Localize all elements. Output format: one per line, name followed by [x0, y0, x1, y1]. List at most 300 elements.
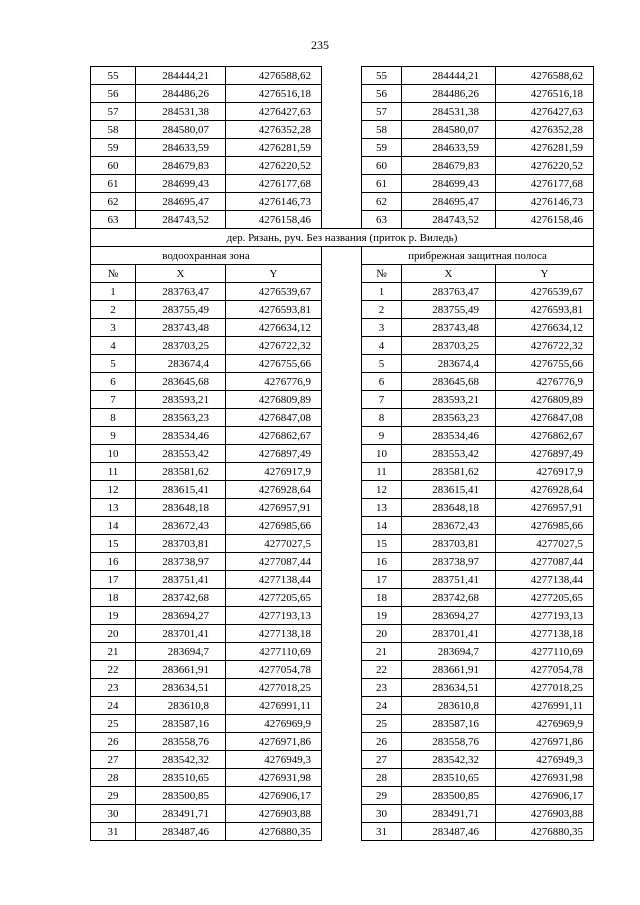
left-x-coordinate: 284699,43	[136, 175, 226, 193]
left-y-coordinate: 4276539,67	[226, 283, 322, 301]
left-y-coordinate: 4276897,49	[226, 445, 322, 463]
right-point-number: 55	[362, 67, 402, 85]
left-x-coordinate: 283674,4	[136, 355, 226, 373]
header-y-left: Y	[226, 265, 322, 283]
left-point-number: 4	[91, 337, 136, 355]
left-y-coordinate: 4276991,11	[226, 697, 322, 715]
table-gap	[322, 103, 362, 121]
table-row	[91, 157, 594, 175]
left-y-coordinate: 4276427,63	[226, 103, 322, 121]
left-x-coordinate: 284444,21	[136, 67, 226, 85]
left-x-coordinate: 283563,23	[136, 409, 226, 427]
right-point-number: 16	[362, 553, 402, 571]
left-x-coordinate: 283581,62	[136, 463, 226, 481]
right-y-coordinate: 4277110,69	[496, 643, 594, 661]
right-x-coordinate: 283755,49	[402, 301, 496, 319]
right-y-coordinate: 4276352,28	[496, 121, 594, 139]
left-point-number: 28	[91, 769, 136, 787]
right-y-coordinate: 4276903,88	[496, 805, 594, 823]
left-y-coordinate: 4276281,59	[226, 139, 322, 157]
left-x-coordinate: 283487,46	[136, 823, 226, 841]
left-y-coordinate: 4277018,25	[226, 679, 322, 697]
table-row	[91, 373, 594, 391]
table-row	[91, 697, 594, 715]
right-y-coordinate: 4276862,67	[496, 427, 594, 445]
right-y-coordinate: 4276985,66	[496, 517, 594, 535]
right-y-coordinate: 4276906,17	[496, 787, 594, 805]
right-y-coordinate: 4277027,5	[496, 535, 594, 553]
table-row	[91, 175, 594, 193]
right-x-coordinate: 283610,8	[402, 697, 496, 715]
left-point-number: 58	[91, 121, 136, 139]
table-row	[91, 445, 594, 463]
left-x-coordinate: 283510,65	[136, 769, 226, 787]
right-point-number: 22	[362, 661, 402, 679]
table-gap	[322, 607, 362, 625]
table-gap	[322, 121, 362, 139]
table-row	[91, 121, 594, 139]
left-y-coordinate: 4276593,81	[226, 301, 322, 319]
right-y-coordinate: 4276928,64	[496, 481, 594, 499]
right-x-coordinate: 283491,71	[402, 805, 496, 823]
left-y-coordinate: 4276880,35	[226, 823, 322, 841]
left-point-number: 19	[91, 607, 136, 625]
bottom-table-body	[91, 283, 594, 841]
table-gap	[322, 733, 362, 751]
left-point-number: 15	[91, 535, 136, 553]
left-y-coordinate: 4276862,67	[226, 427, 322, 445]
left-x-coordinate: 284679,83	[136, 157, 226, 175]
table-row	[91, 787, 594, 805]
left-point-number: 11	[91, 463, 136, 481]
table-gap	[322, 355, 362, 373]
right-y-coordinate: 4276809,89	[496, 391, 594, 409]
right-x-coordinate: 284486,26	[402, 85, 496, 103]
left-x-coordinate: 283534,46	[136, 427, 226, 445]
left-y-coordinate: 4276588,62	[226, 67, 322, 85]
right-point-number: 56	[362, 85, 402, 103]
section-title: дер. Рязань, руч. Без названия (приток р. Виледь)	[91, 229, 594, 247]
left-point-number: 29	[91, 787, 136, 805]
table-row	[91, 805, 594, 823]
right-point-number: 58	[362, 121, 402, 139]
right-point-number: 25	[362, 715, 402, 733]
table-gap	[322, 157, 362, 175]
table-gap	[322, 679, 362, 697]
table-row	[91, 499, 594, 517]
left-subtitle: водоохранная зона	[91, 247, 322, 265]
left-point-number: 2	[91, 301, 136, 319]
left-y-coordinate: 4276903,88	[226, 805, 322, 823]
right-y-coordinate: 4276634,12	[496, 319, 594, 337]
left-x-coordinate: 283593,21	[136, 391, 226, 409]
table-gap	[322, 265, 362, 283]
left-x-coordinate: 283738,97	[136, 553, 226, 571]
table-gap	[322, 319, 362, 337]
right-point-number: 7	[362, 391, 402, 409]
right-point-number: 29	[362, 787, 402, 805]
right-y-coordinate: 4277138,44	[496, 571, 594, 589]
right-point-number: 5	[362, 355, 402, 373]
right-y-coordinate: 4276957,91	[496, 499, 594, 517]
left-point-number: 13	[91, 499, 136, 517]
right-x-coordinate: 283751,41	[402, 571, 496, 589]
left-y-coordinate: 4276809,89	[226, 391, 322, 409]
table-row	[91, 517, 594, 535]
left-y-coordinate: 4276928,64	[226, 481, 322, 499]
table-gap	[322, 391, 362, 409]
table-row	[91, 283, 594, 301]
table-gap	[322, 427, 362, 445]
left-x-coordinate: 283634,51	[136, 679, 226, 697]
left-point-number: 6	[91, 373, 136, 391]
right-x-coordinate: 284679,83	[402, 157, 496, 175]
left-x-coordinate: 284695,47	[136, 193, 226, 211]
table-row	[91, 67, 594, 85]
right-x-coordinate: 283593,21	[402, 391, 496, 409]
left-y-coordinate: 4277110,69	[226, 643, 322, 661]
right-y-coordinate: 4276722,32	[496, 337, 594, 355]
left-y-coordinate: 4276957,91	[226, 499, 322, 517]
table-gap	[322, 787, 362, 805]
left-x-coordinate: 283742,68	[136, 589, 226, 607]
table-gap	[322, 553, 362, 571]
table-row	[91, 427, 594, 445]
left-y-coordinate: 4276971,86	[226, 733, 322, 751]
right-x-coordinate: 284743,52	[402, 211, 496, 229]
table-gap	[322, 499, 362, 517]
left-y-coordinate: 4277054,78	[226, 661, 322, 679]
right-point-number: 15	[362, 535, 402, 553]
column-header-row	[91, 265, 594, 283]
right-y-coordinate: 4276847,08	[496, 409, 594, 427]
table-row	[91, 607, 594, 625]
table-row	[91, 193, 594, 211]
right-x-coordinate: 283534,46	[402, 427, 496, 445]
table-row	[91, 391, 594, 409]
right-x-coordinate: 283615,41	[402, 481, 496, 499]
left-y-coordinate: 4276634,12	[226, 319, 322, 337]
right-y-coordinate: 4276516,18	[496, 85, 594, 103]
right-y-coordinate: 4276991,11	[496, 697, 594, 715]
right-y-coordinate: 4277018,25	[496, 679, 594, 697]
right-y-coordinate: 4277205,65	[496, 589, 594, 607]
right-x-coordinate: 283510,65	[402, 769, 496, 787]
right-point-number: 3	[362, 319, 402, 337]
left-x-coordinate: 284743,52	[136, 211, 226, 229]
right-x-coordinate: 283763,47	[402, 283, 496, 301]
left-y-coordinate: 4276146,73	[226, 193, 322, 211]
table-row	[91, 301, 594, 319]
right-x-coordinate: 283703,25	[402, 337, 496, 355]
table-gap	[322, 85, 362, 103]
right-point-number: 63	[362, 211, 402, 229]
left-x-coordinate: 283694,7	[136, 643, 226, 661]
left-point-number: 10	[91, 445, 136, 463]
left-x-coordinate: 283694,27	[136, 607, 226, 625]
left-point-number: 62	[91, 193, 136, 211]
header-x-left: X	[136, 265, 226, 283]
right-x-coordinate: 283553,42	[402, 445, 496, 463]
left-x-coordinate: 283755,49	[136, 301, 226, 319]
left-point-number: 57	[91, 103, 136, 121]
right-point-number: 62	[362, 193, 402, 211]
right-point-number: 19	[362, 607, 402, 625]
right-point-number: 24	[362, 697, 402, 715]
left-y-coordinate: 4276177,68	[226, 175, 322, 193]
left-y-coordinate: 4277138,18	[226, 625, 322, 643]
left-x-coordinate: 283661,91	[136, 661, 226, 679]
right-point-number: 20	[362, 625, 402, 643]
left-point-number: 63	[91, 211, 136, 229]
table-row	[91, 571, 594, 589]
right-point-number: 12	[362, 481, 402, 499]
table-gap	[322, 193, 362, 211]
left-point-number: 3	[91, 319, 136, 337]
left-x-coordinate: 283558,76	[136, 733, 226, 751]
right-point-number: 59	[362, 139, 402, 157]
left-y-coordinate: 4276516,18	[226, 85, 322, 103]
table-row	[91, 643, 594, 661]
table-gap	[322, 211, 362, 229]
right-point-number: 27	[362, 751, 402, 769]
right-x-coordinate: 283661,91	[402, 661, 496, 679]
left-point-number: 23	[91, 679, 136, 697]
left-point-number: 60	[91, 157, 136, 175]
left-point-number: 12	[91, 481, 136, 499]
right-x-coordinate: 284580,07	[402, 121, 496, 139]
left-point-number: 9	[91, 427, 136, 445]
right-y-coordinate: 4276949,3	[496, 751, 594, 769]
table-gap	[322, 283, 362, 301]
table-gap	[322, 625, 362, 643]
left-y-coordinate: 4277205,65	[226, 589, 322, 607]
left-x-coordinate: 284633,59	[136, 139, 226, 157]
table-gap	[322, 337, 362, 355]
right-x-coordinate: 283634,51	[402, 679, 496, 697]
header-x-right: X	[402, 265, 496, 283]
left-y-coordinate: 4276917,9	[226, 463, 322, 481]
left-x-coordinate: 283648,18	[136, 499, 226, 517]
right-y-coordinate: 4276220,52	[496, 157, 594, 175]
right-x-coordinate: 284699,43	[402, 175, 496, 193]
right-point-number: 1	[362, 283, 402, 301]
right-point-number: 6	[362, 373, 402, 391]
right-x-coordinate: 283500,85	[402, 787, 496, 805]
left-x-coordinate: 283610,8	[136, 697, 226, 715]
header-y-right: Y	[496, 265, 594, 283]
coordinates-table	[90, 66, 594, 841]
right-y-coordinate: 4276755,66	[496, 355, 594, 373]
right-y-coordinate: 4276427,63	[496, 103, 594, 121]
right-y-coordinate: 4276897,49	[496, 445, 594, 463]
table-row	[91, 715, 594, 733]
table-gap	[322, 175, 362, 193]
right-x-coordinate: 283674,4	[402, 355, 496, 373]
right-y-coordinate: 4276146,73	[496, 193, 594, 211]
right-x-coordinate: 283694,7	[402, 643, 496, 661]
right-point-number: 8	[362, 409, 402, 427]
right-y-coordinate: 4276776,9	[496, 373, 594, 391]
right-x-coordinate: 283645,68	[402, 373, 496, 391]
right-y-coordinate: 4276588,62	[496, 67, 594, 85]
right-y-coordinate: 4277087,44	[496, 553, 594, 571]
subtitle-row	[91, 247, 594, 265]
left-x-coordinate: 283763,47	[136, 283, 226, 301]
section-title-row	[91, 229, 594, 247]
left-point-number: 7	[91, 391, 136, 409]
table-gap	[322, 769, 362, 787]
right-x-coordinate: 283487,46	[402, 823, 496, 841]
right-y-coordinate: 4276539,67	[496, 283, 594, 301]
left-x-coordinate: 283703,81	[136, 535, 226, 553]
right-point-number: 11	[362, 463, 402, 481]
right-x-coordinate: 283701,41	[402, 625, 496, 643]
left-y-coordinate: 4277027,5	[226, 535, 322, 553]
right-point-number: 10	[362, 445, 402, 463]
left-point-number: 31	[91, 823, 136, 841]
right-y-coordinate: 4276971,86	[496, 733, 594, 751]
left-point-number: 21	[91, 643, 136, 661]
right-point-number: 14	[362, 517, 402, 535]
left-point-number: 17	[91, 571, 136, 589]
left-x-coordinate: 283672,43	[136, 517, 226, 535]
right-point-number: 23	[362, 679, 402, 697]
right-x-coordinate: 283738,97	[402, 553, 496, 571]
table-row	[91, 337, 594, 355]
left-point-number: 16	[91, 553, 136, 571]
left-point-number: 55	[91, 67, 136, 85]
left-point-number: 20	[91, 625, 136, 643]
left-y-coordinate: 4277138,44	[226, 571, 322, 589]
left-x-coordinate: 283703,25	[136, 337, 226, 355]
table-row	[91, 103, 594, 121]
table-gap	[322, 445, 362, 463]
left-x-coordinate: 284531,38	[136, 103, 226, 121]
table-row	[91, 769, 594, 787]
table-gap	[322, 805, 362, 823]
table-gap	[322, 643, 362, 661]
left-point-number: 30	[91, 805, 136, 823]
table-row	[91, 139, 594, 157]
right-x-coordinate: 283703,81	[402, 535, 496, 553]
right-x-coordinate: 284444,21	[402, 67, 496, 85]
right-y-coordinate: 4276880,35	[496, 823, 594, 841]
left-y-coordinate: 4276158,46	[226, 211, 322, 229]
table-row	[91, 319, 594, 337]
left-point-number: 61	[91, 175, 136, 193]
right-point-number: 61	[362, 175, 402, 193]
left-x-coordinate: 284486,26	[136, 85, 226, 103]
left-x-coordinate: 283587,16	[136, 715, 226, 733]
right-x-coordinate: 283542,32	[402, 751, 496, 769]
left-y-coordinate: 4276931,98	[226, 769, 322, 787]
table-gap	[322, 823, 362, 841]
right-point-number: 2	[362, 301, 402, 319]
left-point-number: 14	[91, 517, 136, 535]
table-gap	[322, 481, 362, 499]
left-point-number: 25	[91, 715, 136, 733]
right-point-number: 18	[362, 589, 402, 607]
right-y-coordinate: 4276281,59	[496, 139, 594, 157]
left-y-coordinate: 4276220,52	[226, 157, 322, 175]
right-x-coordinate: 284633,59	[402, 139, 496, 157]
right-y-coordinate: 4276969,9	[496, 715, 594, 733]
right-x-coordinate: 283648,18	[402, 499, 496, 517]
left-x-coordinate: 283491,71	[136, 805, 226, 823]
left-y-coordinate: 4276847,08	[226, 409, 322, 427]
left-point-number: 27	[91, 751, 136, 769]
left-y-coordinate: 4276949,3	[226, 751, 322, 769]
left-x-coordinate: 283553,42	[136, 445, 226, 463]
table-gap	[322, 571, 362, 589]
left-point-number: 56	[91, 85, 136, 103]
left-y-coordinate: 4276755,66	[226, 355, 322, 373]
right-y-coordinate: 4276177,68	[496, 175, 594, 193]
page-number: 235	[311, 38, 329, 52]
table-gap	[322, 67, 362, 85]
left-x-coordinate: 283542,32	[136, 751, 226, 769]
left-y-coordinate: 4276776,9	[226, 373, 322, 391]
left-point-number: 18	[91, 589, 136, 607]
table-row	[91, 409, 594, 427]
right-point-number: 31	[362, 823, 402, 841]
table-row	[91, 679, 594, 697]
right-point-number: 26	[362, 733, 402, 751]
table-gap	[322, 139, 362, 157]
right-y-coordinate: 4277138,18	[496, 625, 594, 643]
right-point-number: 60	[362, 157, 402, 175]
left-x-coordinate: 283500,85	[136, 787, 226, 805]
left-point-number: 1	[91, 283, 136, 301]
left-point-number: 5	[91, 355, 136, 373]
right-point-number: 28	[362, 769, 402, 787]
right-y-coordinate: 4277193,13	[496, 607, 594, 625]
right-point-number: 17	[362, 571, 402, 589]
right-x-coordinate: 283694,27	[402, 607, 496, 625]
right-x-coordinate: 283563,23	[402, 409, 496, 427]
left-point-number: 59	[91, 139, 136, 157]
left-point-number: 8	[91, 409, 136, 427]
table-gap	[322, 463, 362, 481]
table-row	[91, 463, 594, 481]
table-row	[91, 751, 594, 769]
table-row	[91, 355, 594, 373]
table-gap	[322, 301, 362, 319]
right-y-coordinate: 4276931,98	[496, 769, 594, 787]
right-x-coordinate: 283743,48	[402, 319, 496, 337]
top-table-body	[91, 67, 594, 229]
left-point-number: 24	[91, 697, 136, 715]
right-point-number: 30	[362, 805, 402, 823]
left-x-coordinate: 283743,48	[136, 319, 226, 337]
table-row	[91, 535, 594, 553]
table-row	[91, 481, 594, 499]
left-y-coordinate: 4277193,13	[226, 607, 322, 625]
right-y-coordinate: 4276917,9	[496, 463, 594, 481]
right-point-number: 13	[362, 499, 402, 517]
table-gap	[322, 517, 362, 535]
right-point-number: 21	[362, 643, 402, 661]
right-point-number: 4	[362, 337, 402, 355]
right-point-number: 57	[362, 103, 402, 121]
table-row	[91, 733, 594, 751]
left-x-coordinate: 283615,41	[136, 481, 226, 499]
table-gap	[322, 247, 362, 265]
table-row	[91, 553, 594, 571]
right-y-coordinate: 4277054,78	[496, 661, 594, 679]
left-point-number: 26	[91, 733, 136, 751]
